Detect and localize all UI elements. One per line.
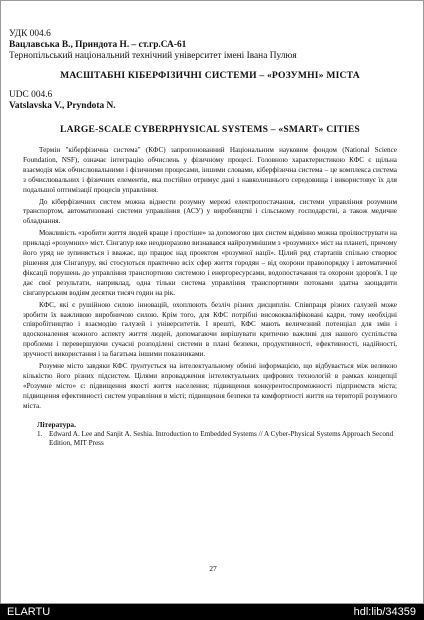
literature-heading: Література. bbox=[37, 419, 76, 429]
udc-en: UDC 004.6 bbox=[9, 90, 53, 100]
repository-name: ELARTU bbox=[7, 606, 51, 618]
reference-text: Edward A. Lee and Sanjit A. Seshia. Introduction to Embedded Systems // A Cyber-Physical Systems Approach Second Edition, MIT Press bbox=[49, 429, 394, 448]
authors-en: Vatslavska V., Pryndota N. bbox=[9, 101, 116, 111]
page-number: 27 bbox=[209, 564, 217, 573]
paragraph-cps-definition: Термін "кіберфізична система" (КФС) запропонованний Національним науковим фондом (National Science Foundation, NSF), означає інтеграцію обчислень у фізичному процесі. Головною характеристикою КФС є щільна взаємодія між обчислювальними і фізичними процесами, іншими словами, кіберфізична система – це комплекса система з обчислювальних і фізичних елементів, яка постійно отримує дані з навколишнього середовища і використовує їх для подальшої оптимізації процесів управління. bbox=[23, 146, 397, 194]
paragraph-innovation: КФС, які є рушійною силою інновацій, охоплюють безліч різних дисциплін. Співпраця різних галузей може зробити їх важливою виробничою силою. Крім того, для КФС потрібні висококваліфіковані кадри, тому необхідні співробітництво і взаємодію галузей і університетів. І врешті, КФС мають величезний потенціал для змін і вдосконалення кожного аспекту життя людей, допомагаючи вирішувати критично важливі для нашого суспільства проблеми і перевершуючи сучасні розподілені системи в плані безпеки, продуктивності, ефективності, надійності, зручності використання і за багатьма іншими показниками. bbox=[23, 300, 397, 359]
handle-identifier[interactable]: hdl:lib/34359 bbox=[353, 606, 416, 618]
paragraph-cps-examples: До кіберфізичних систем можна віднести розумну мережі електропостачання, системи управління розумним транспортом, автоматизовані системи управління (АСУ) у виробництві і сільському господарстві, а також медичне обладнання. bbox=[23, 197, 397, 226]
authors-ua: Вацлавська В., Приндота Н. – ст.гр.СА-61 bbox=[9, 40, 187, 50]
title-ua: МАСШТАБНІ КІБЕРФІЗИЧНІ СИСТЕМИ – «РОЗУМНІ» МІСТА bbox=[60, 70, 360, 81]
title-en: LARGE-SCALE CYBERPHYSICAL SYSTEMS – «SMART» CITIES bbox=[60, 124, 360, 135]
affiliation-ua: Тернопільський національний технічний університет імені Івана Пулюя bbox=[9, 51, 297, 61]
paragraph-smart-cities: Можливість «зробити життя людей краще і простіше» за допомогою цих систем відмінно можна проілюструвати на прикладі «розумних» міст. Сінгапур вже неодноразово визнавався найрозумнішим з «розумних» міст на планеті, причому його уряд не зупиняється і вважає, що працює над проектом «розумної нації». Цілий ряд стартапів спільно створює рішення для Сінгапуру, які стосуються практично всіх сфер життя городян – від охорони правопорядку і автоматичної фіксації порушень до управління транспортною системою і енергоресурсами, водопостачання та охорони здоров'я. І це дає свої результати, наприклад, одна тільки система управління транспортними потоками здатна заощадити сінгапурським водіям десятки тисяч годин на рік. bbox=[23, 229, 397, 297]
udc-ua: УДК 004.6 bbox=[9, 29, 51, 39]
reference-item bbox=[37, 430, 397, 450]
reference-number: 1. bbox=[37, 429, 43, 438]
repository-footer-bar bbox=[0, 604, 424, 620]
paper-page bbox=[9, 29, 411, 449]
paragraph-smart-city-goals: Розумне місто завдяки КФС ґрунтується на інтелектуальному обміні інформацією, що відбувається між великою кількістю його різних підсистем. Цілями впровадження інтелектуальних цифрових технологій в рамках концепції «Розумне місто» є: підвищення якості життя населення; підвищення конкурентоспроможності підприємств міста; підвищення ефективності систем управління в місті; підвищення безпеки та комфортності життя на території розумного міста. bbox=[23, 362, 397, 410]
